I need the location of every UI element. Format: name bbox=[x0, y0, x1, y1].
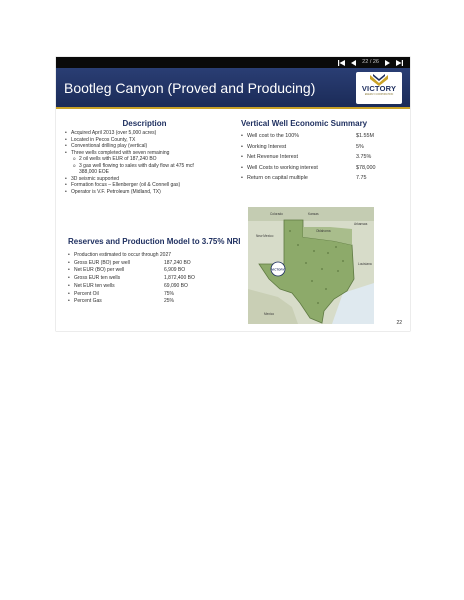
reserves-row bbox=[66, 260, 231, 268]
reserves-list bbox=[66, 252, 231, 306]
map-label-mexico: Mexico bbox=[264, 312, 275, 316]
list-item: • Acquired April 2013 (over 5,000 acres) bbox=[63, 130, 194, 137]
list-item: • Conventional drilling play (vertical) bbox=[63, 143, 194, 150]
description-heading: Description bbox=[122, 119, 167, 128]
texas-map bbox=[248, 207, 374, 324]
first-slide-button[interactable] bbox=[337, 58, 346, 67]
reserves-value: 25% bbox=[164, 298, 175, 305]
reserves-value: 1,872,400 BO bbox=[164, 275, 195, 282]
page-indicator: 22 / 26 bbox=[362, 59, 379, 65]
list-subitem: o 2 oil wells with EUR of 187,240 BO bbox=[63, 156, 194, 163]
summary-value: $78,000 bbox=[356, 164, 376, 171]
reserves-heading: Reserves and Production Model to 3.75% NRI bbox=[68, 237, 241, 246]
next-slide-button[interactable] bbox=[383, 58, 392, 67]
reserves-row bbox=[66, 283, 231, 291]
logo-tagline: ENERGY CORPORATION bbox=[364, 93, 394, 96]
map-label-louisiana: Louisiana bbox=[358, 262, 372, 266]
map-label-arkansas: Arkansas bbox=[354, 222, 368, 226]
reserves-value: 6,909 BO bbox=[164, 267, 186, 274]
skip-forward-icon bbox=[396, 60, 403, 66]
summary-value: $1.55M bbox=[356, 133, 374, 139]
reserves-label: Net EUR ten wells bbox=[74, 282, 115, 289]
list-item: • 3D seismic supported bbox=[63, 176, 194, 183]
triangle-left-icon bbox=[351, 60, 356, 66]
summary-value: 5% bbox=[356, 143, 364, 150]
reserves-label: Percent Gas bbox=[74, 298, 102, 305]
list-subitem: o 3 gas well flowing to sales with daily flow at 475 mcf bbox=[63, 163, 194, 170]
slide bbox=[56, 57, 410, 331]
reserves-row bbox=[66, 298, 231, 306]
summary-row bbox=[239, 173, 404, 184]
summary-row bbox=[239, 163, 404, 174]
map-label-oklahoma: Oklahoma bbox=[316, 229, 331, 233]
slide-page-number: 22 bbox=[396, 320, 402, 326]
slide-navigation bbox=[337, 58, 404, 67]
previous-slide-button[interactable] bbox=[349, 58, 358, 67]
map-label-kansas: Kansas bbox=[308, 212, 319, 216]
reserves-value: 187,240 BO bbox=[164, 259, 191, 266]
reserves-value: 75% bbox=[164, 290, 175, 297]
list-item: • Three wells completed with seven remaining bbox=[63, 150, 194, 157]
texas-map-graphic bbox=[248, 207, 374, 324]
reserves-label: Gross EUR (BO) per well bbox=[74, 259, 130, 266]
economic-summary-list bbox=[239, 131, 404, 184]
reserves-row bbox=[66, 291, 231, 299]
summary-value: 3.75% bbox=[356, 154, 372, 160]
summary-label: Well cost to the 100% bbox=[247, 133, 300, 139]
description-list bbox=[63, 130, 194, 195]
viewer-toolbar bbox=[56, 57, 410, 68]
company-logo bbox=[356, 72, 402, 104]
marker-label: VICTORY bbox=[271, 267, 285, 272]
reserves-row bbox=[66, 275, 231, 283]
map-label-colorado: Colorado bbox=[270, 212, 283, 216]
summary-row bbox=[239, 131, 404, 142]
list-item: • Located in Pecos County, TX bbox=[63, 137, 194, 144]
map-label-new-mexico: New Mexico bbox=[256, 234, 274, 238]
reserves-row bbox=[66, 267, 231, 275]
reserves-label: Percent Oil bbox=[74, 290, 99, 297]
reserves-label: Gross EUR ten wells bbox=[74, 275, 121, 282]
reserves-label: Production estimated to occur through 2027 bbox=[74, 252, 172, 258]
summary-row bbox=[239, 152, 404, 163]
summary-value: 7.75 bbox=[356, 175, 367, 181]
reserves-value: 69,090 BO bbox=[164, 282, 188, 289]
reserves-row bbox=[66, 252, 231, 260]
summary-row bbox=[239, 142, 404, 153]
economic-summary-heading: Vertical Well Economic Summary bbox=[241, 119, 368, 128]
skip-back-icon bbox=[338, 60, 345, 66]
last-slide-button[interactable] bbox=[395, 58, 404, 67]
reserves-label: Net EUR (BO) per well bbox=[74, 267, 125, 274]
list-item: • Operator is V.F. Petroleum (Midland, TX) bbox=[63, 189, 194, 196]
summary-label: Working Interest bbox=[247, 143, 287, 150]
summary-label: Return on capital multiple bbox=[247, 175, 308, 181]
summary-label: Well Costs to working interest bbox=[247, 164, 318, 171]
triangle-right-icon bbox=[385, 60, 390, 66]
title-divider bbox=[56, 107, 410, 109]
list-subitem-continuation: 388,000 EOE bbox=[79, 169, 110, 175]
slide-title: Bootleg Canyon (Proved and Producing) bbox=[64, 80, 316, 96]
list-item: • Formation focus – Ellenberger (oil & Connell gas) bbox=[63, 182, 194, 189]
summary-label: Net Revenue Interest bbox=[247, 154, 298, 160]
logo-wordmark: VICTORY bbox=[361, 84, 397, 93]
